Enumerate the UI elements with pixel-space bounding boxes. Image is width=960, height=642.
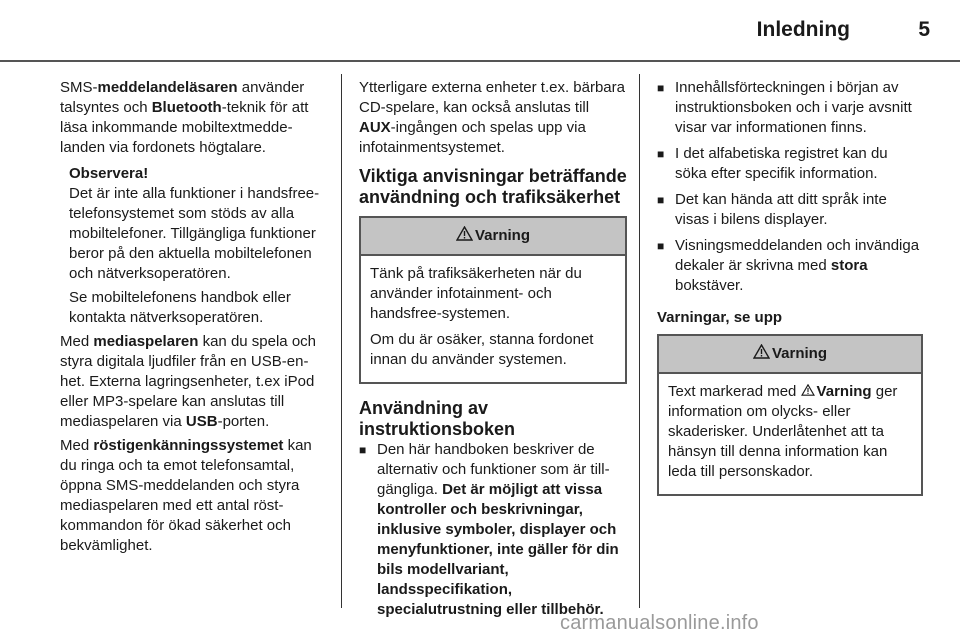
list-item: ■ Det kan hända att ditt språk inte visas i bilens displayer.	[657, 190, 923, 230]
warning-paragraph-2: Om du är osäker, stanna fordonet innan du använder systemen.	[370, 331, 594, 368]
warning-triangle-icon	[456, 226, 473, 247]
section-heading-manual-usage: Användning av instruktionsboken	[359, 398, 516, 439]
section-heading-safety: Viktiga anvisningar beträffande användning och trafiksäkerhet	[359, 166, 627, 207]
header-rule	[0, 60, 960, 62]
warning-box-header	[659, 336, 921, 374]
watermark: carmanualsonline.info	[560, 612, 759, 634]
page-number: 5	[918, 18, 930, 41]
page-title: Inledning	[756, 18, 850, 41]
warning-box-title: Varning	[474, 227, 530, 244]
warning-box-body	[361, 256, 625, 382]
column-2	[359, 78, 627, 626]
column-3	[657, 78, 923, 506]
note-block	[60, 164, 328, 328]
warning-box-explanation	[657, 334, 923, 496]
sms-reader-paragraph: SMS-meddelandeläsaren använder talsyntes och Bluetooth-teknik för att läsa inkommande mobiltextmeddelanden via fordonets högtalare.	[60, 79, 309, 156]
subheading-warnings: Varningar, se upp	[657, 309, 783, 326]
media-player-paragraph: Med mediaspelaren kan du spela och styra digitala ljudfiler från en USB-enhet. Externa lagringsenheter, t.ex iPod eller MP3-spelare kan anslutas till mediaspelaren via USB-porten.	[60, 333, 317, 430]
warning-triangle-icon	[801, 382, 815, 402]
warning-box-safety	[359, 216, 627, 384]
note-paragraph-1: Det är inte alla funktioner i handsfree-telefonsystemet som stöds av alla mobiltelefoner. Tillgängliga funktioner beror på den aktuella mobiltelefonen och nätverksoperatören.	[69, 185, 320, 282]
warning-explanation-paragraph: Text markerad med Varning ger information om olycks- eller skaderisker. Underlåtenhet att ta hänsyn till denna information kan leda till personskador.	[668, 383, 898, 480]
warning-box-header	[361, 218, 625, 256]
warning-box-title: Varning	[771, 345, 827, 362]
note-title: Observera!	[69, 165, 149, 182]
voice-recognition-paragraph: Med röstigenkänningssystemet kan du ringa och ta emot telefonsamtal, öppna SMS-meddelanden och styra mediaspelaren med ett antal röstkommandon för ökad säkerhet och bekvämlighet.	[60, 437, 312, 554]
column-divider-1	[341, 74, 342, 608]
manual-tips-list	[657, 78, 923, 296]
warning-paragraph-1: Tänk på trafiksäkerheten när du använder infotainment- och handsfree-systemen.	[370, 265, 582, 322]
warning-triangle-icon	[753, 344, 770, 365]
list-item: ■ Visningsmeddelanden och invändiga dekaler är skrivna med stora bokstäver.	[657, 236, 923, 296]
list-item: ■ I det alfabetiska registret kan du söka efter specifik information.	[657, 144, 923, 184]
aux-paragraph: Ytterligare externa enheter t.ex. bärbara CD-spelare, kan också anslutas till AUX-ingången och spelas upp via infotainmentsystemet.	[359, 79, 625, 156]
list-item: ■ Den här handboken beskriver de alternativ och funktioner som är tillgängliga. Det är möjligt att vissa kontroller och beskrivningar, inklusive symboler, displayer och menyfunktioner, inte gäller för din bils modellvariant, landsspecifikation, specialutrustning eller tillbehör.	[359, 440, 627, 620]
warning-box-body	[659, 374, 921, 494]
list-item: ■ Innehållsförteckningen i början av instruktionsboken och i varje avsnitt visar var informationen finns.	[657, 78, 923, 138]
column-divider-2	[639, 74, 640, 608]
manual-usage-list	[359, 440, 627, 620]
note-paragraph-2: Se mobiltelefonens handbok eller kontakta nätverksoperatören.	[69, 289, 291, 326]
column-1	[60, 78, 328, 560]
